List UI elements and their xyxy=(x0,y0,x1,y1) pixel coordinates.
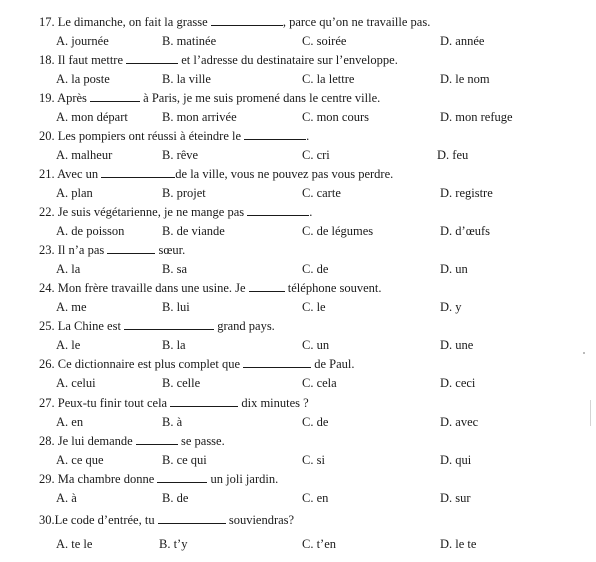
option-d: D. mon refuge xyxy=(440,110,513,124)
question-number: 24. xyxy=(39,281,55,295)
stem-text-before: Peux-tu finir tout cela xyxy=(57,396,171,410)
answer-blank xyxy=(249,280,285,292)
option-d: D. feu xyxy=(437,148,469,162)
stem-text-after: se passe. xyxy=(177,434,225,448)
question-number: 17. xyxy=(39,15,55,29)
answer-blank xyxy=(243,356,311,368)
stem-text-after: de Paul. xyxy=(311,357,355,371)
option-c: C. le xyxy=(302,300,326,314)
scan-speck xyxy=(583,352,585,354)
question-29 xyxy=(0,471,596,509)
stem-text-before: La Chine est xyxy=(57,319,125,333)
question-20 xyxy=(0,128,596,166)
stem-text-after: grand pays. xyxy=(214,319,275,333)
answer-blank xyxy=(126,52,178,64)
option-b: B. t’y xyxy=(159,537,188,551)
question-number: 25. xyxy=(39,319,55,333)
option-b: B. rêve xyxy=(162,148,199,162)
stem-text-before: Après xyxy=(57,91,91,105)
answer-blank xyxy=(247,204,309,216)
option-d: D. le nom xyxy=(440,72,490,86)
question-number: 21. xyxy=(39,167,55,181)
question-26 xyxy=(0,356,596,394)
option-c: C. de légumes xyxy=(302,224,374,238)
question-23 xyxy=(0,242,596,280)
option-d: D. année xyxy=(440,34,485,48)
question-28 xyxy=(0,433,596,471)
question-number: 26. xyxy=(39,357,55,371)
option-a: A. te le xyxy=(56,537,93,551)
question-27 xyxy=(0,395,596,433)
option-b: B. sa xyxy=(162,262,187,276)
question-stem xyxy=(39,52,398,68)
option-c: C. cela xyxy=(302,376,337,390)
question-stem xyxy=(39,356,355,372)
option-d: D. ceci xyxy=(440,376,476,390)
option-c: C. soirée xyxy=(302,34,347,48)
option-a: A. à xyxy=(56,491,77,505)
stem-text-before: Je lui demande xyxy=(57,434,136,448)
stem-text-after: téléphone souvent. xyxy=(284,281,382,295)
question-stem xyxy=(39,166,393,182)
answer-blank xyxy=(101,166,175,178)
answer-blank xyxy=(211,14,283,26)
answer-blank xyxy=(158,512,226,524)
scan-edge-line xyxy=(590,400,591,426)
option-b: B. de xyxy=(162,491,189,505)
option-a: A. le xyxy=(56,338,81,352)
option-a: A. ce que xyxy=(56,453,104,467)
option-c: C. mon cours xyxy=(302,110,370,124)
question-19 xyxy=(0,90,596,128)
option-a: A. en xyxy=(56,415,84,429)
stem-text-before: Ma chambre donne xyxy=(57,472,158,486)
option-a: A. malheur xyxy=(56,148,113,162)
option-c: C. cri xyxy=(302,148,330,162)
option-a: A. plan xyxy=(56,186,93,200)
answer-blank xyxy=(124,318,214,330)
stem-text-after: . xyxy=(309,205,313,219)
question-17 xyxy=(0,14,596,52)
stem-text-after: un joli jardin. xyxy=(207,472,279,486)
question-number: 20. xyxy=(39,129,55,143)
question-21 xyxy=(0,166,596,204)
question-stem xyxy=(39,395,309,411)
answer-blank xyxy=(157,471,207,483)
question-stem xyxy=(39,90,380,106)
stem-text-after: , parce qu’on ne travaille pas. xyxy=(282,15,431,29)
answer-blank xyxy=(107,242,155,254)
stem-text-before: Il faut mettre xyxy=(57,53,127,67)
option-b: B. la xyxy=(162,338,186,352)
answer-blank xyxy=(244,128,306,140)
stem-text-after: dix minutes ? xyxy=(238,396,309,410)
question-22 xyxy=(0,204,596,242)
option-b: B. projet xyxy=(162,186,206,200)
option-b: B. à xyxy=(162,415,183,429)
option-b: B. la ville xyxy=(162,72,211,86)
answer-blank xyxy=(136,433,178,445)
question-18 xyxy=(0,52,596,90)
option-a: A. journée xyxy=(56,34,109,48)
option-d: D. un xyxy=(440,262,468,276)
option-b: B. matinée xyxy=(162,34,217,48)
question-stem xyxy=(39,242,185,258)
option-d: D. une xyxy=(440,338,474,352)
question-number: 28. xyxy=(39,434,55,448)
question-stem xyxy=(39,128,309,144)
option-b: B. mon arrivée xyxy=(162,110,237,124)
option-b: B. ce qui xyxy=(162,453,207,467)
stem-text-before: Ce dictionnaire est plus complet que xyxy=(57,357,244,371)
option-a: A. la xyxy=(56,262,81,276)
stem-text-before: Avec un xyxy=(57,167,102,181)
question-stem xyxy=(39,433,225,449)
option-a: A. me xyxy=(56,300,87,314)
option-d: D. le te xyxy=(440,537,477,551)
stem-text-before: Le code d’entrée, tu xyxy=(54,513,158,527)
option-d: D. registre xyxy=(440,186,493,200)
option-d: D. qui xyxy=(440,453,472,467)
question-stem xyxy=(39,14,430,30)
question-number: 23. xyxy=(39,243,55,257)
question-25 xyxy=(0,318,596,356)
option-d: D. avec xyxy=(440,415,479,429)
question-number: 18. xyxy=(39,53,55,67)
stem-text-before: Je suis végétarienne, je ne mange pas xyxy=(57,205,248,219)
option-c: C. carte xyxy=(302,186,341,200)
stem-text-after: et l’adresse du destinataire sur l’enveloppe. xyxy=(178,53,398,67)
answer-blank xyxy=(90,90,140,102)
question-stem xyxy=(39,512,294,528)
option-d: D. sur xyxy=(440,491,471,505)
option-c: C. de xyxy=(302,415,329,429)
option-c: C. de xyxy=(302,262,329,276)
option-a: A. celui xyxy=(56,376,96,390)
stem-text-after: de la ville, vous ne pouvez pas vous perdre. xyxy=(175,167,394,181)
option-b: B. lui xyxy=(162,300,190,314)
question-number: 19. xyxy=(39,91,55,105)
stem-text-before: Mon frère travaille dans une usine. Je xyxy=(57,281,249,295)
question-stem xyxy=(39,204,312,220)
question-number: 27. xyxy=(39,396,55,410)
question-stem xyxy=(39,318,275,334)
question-number: 22. xyxy=(39,205,55,219)
stem-text-before: Les pompiers ont réussi à éteindre le xyxy=(57,129,245,143)
stem-text-after: à Paris, je me suis promené dans le centre ville. xyxy=(140,91,381,105)
option-c: C. la lettre xyxy=(302,72,355,86)
option-a: A. mon départ xyxy=(56,110,128,124)
option-b: B. celle xyxy=(162,376,201,390)
question-number: 29. xyxy=(39,472,55,486)
stem-text-before: Le dimanche, on fait la grasse xyxy=(57,15,211,29)
option-c: C. un xyxy=(302,338,330,352)
option-d: D. y xyxy=(440,300,462,314)
question-24 xyxy=(0,280,596,318)
question-stem xyxy=(39,280,382,296)
option-a: A. la poste xyxy=(56,72,110,86)
stem-text-after: souviendras? xyxy=(225,513,295,527)
option-c: C. si xyxy=(302,453,325,467)
option-a: A. de poisson xyxy=(56,224,125,238)
stem-text-after: sœur. xyxy=(155,243,186,257)
question-30 xyxy=(0,512,596,550)
stem-text-before: Il n’a pas xyxy=(57,243,108,257)
option-b: B. de viande xyxy=(162,224,225,238)
option-c: C. t’en xyxy=(302,537,337,551)
option-c: C. en xyxy=(302,491,329,505)
answer-blank xyxy=(170,395,238,407)
question-stem xyxy=(39,471,278,487)
option-d: D. d’œufs xyxy=(440,224,490,238)
stem-text-after: . xyxy=(306,129,310,143)
question-number: 30. xyxy=(39,513,55,527)
